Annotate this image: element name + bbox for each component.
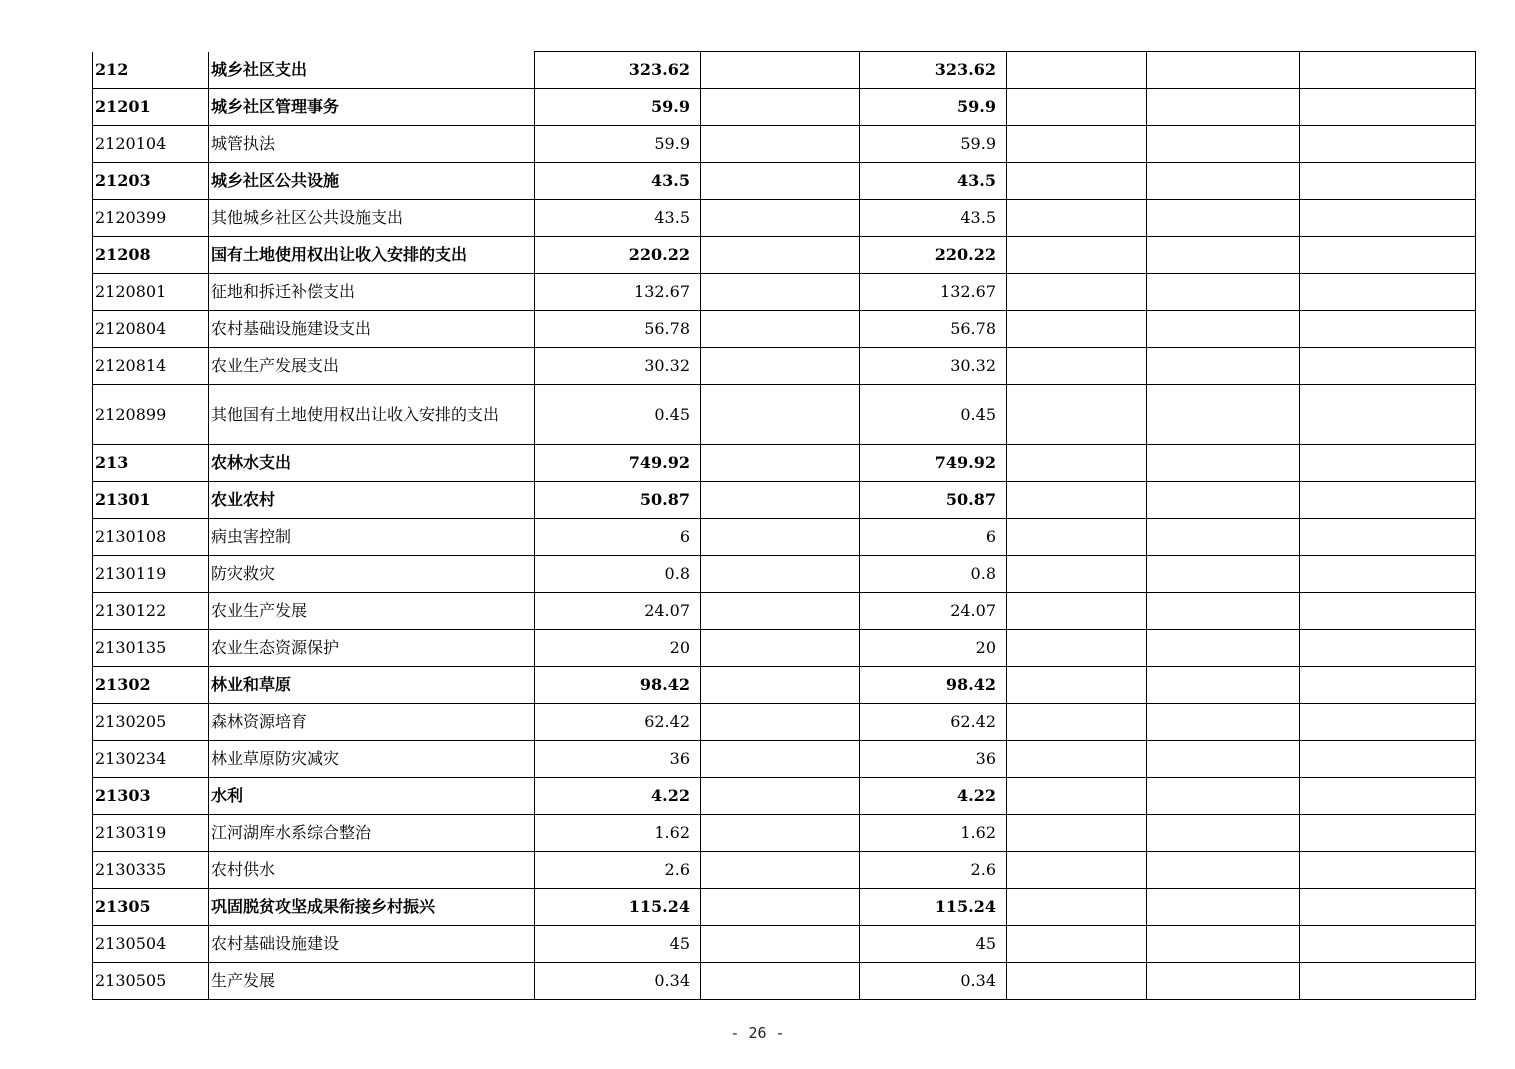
amount-cell-3: 0.45 [860, 385, 1007, 445]
table-row [93, 274, 1476, 311]
amount-cell-4 [1007, 778, 1147, 815]
amount-cell-2 [701, 741, 860, 778]
amount-cell-6 [1300, 556, 1476, 593]
total-amount-cell: 56.78 [535, 311, 701, 348]
amount-cell-6 [1300, 89, 1476, 126]
account-name-cell: 巩固脱贫攻坚成果衔接乡村振兴 [209, 889, 535, 926]
total-amount-cell: 749.92 [535, 445, 701, 482]
amount-cell-6 [1300, 237, 1476, 274]
table-row [93, 348, 1476, 385]
amount-cell-4 [1007, 667, 1147, 704]
account-name-cell: 防灾救灾 [209, 556, 535, 593]
table-row [93, 963, 1476, 1000]
account-name-cell: 城乡社区管理事务 [209, 89, 535, 126]
account-code-cell: 2130505 [93, 963, 209, 1000]
amount-cell-3: 36 [860, 741, 1007, 778]
amount-cell-6 [1300, 815, 1476, 852]
amount-cell-4 [1007, 889, 1147, 926]
amount-cell-5 [1147, 778, 1300, 815]
table-row [93, 593, 1476, 630]
account-code-cell: 2130234 [93, 741, 209, 778]
amount-cell-4 [1007, 519, 1147, 556]
amount-cell-6 [1300, 852, 1476, 889]
amount-cell-3: 4.22 [860, 778, 1007, 815]
amount-cell-3: 132.67 [860, 274, 1007, 311]
account-code-cell: 213 [93, 445, 209, 482]
amount-cell-3: 1.62 [860, 815, 1007, 852]
total-amount-cell: 36 [535, 741, 701, 778]
amount-cell-3: 323.62 [860, 52, 1007, 89]
account-code-cell: 212 [93, 52, 209, 89]
table-row [93, 126, 1476, 163]
amount-cell-4 [1007, 741, 1147, 778]
amount-cell-4 [1007, 926, 1147, 963]
account-code-cell: 2130122 [93, 593, 209, 630]
amount-cell-4 [1007, 704, 1147, 741]
total-amount-cell: 132.67 [535, 274, 701, 311]
amount-cell-2 [701, 274, 860, 311]
amount-cell-5 [1147, 852, 1300, 889]
amount-cell-2 [701, 519, 860, 556]
account-name-cell: 江河湖库水系综合整治 [209, 815, 535, 852]
account-name-cell: 城乡社区支出 [209, 52, 535, 89]
amount-cell-4 [1007, 385, 1147, 445]
account-code-cell: 2120104 [93, 126, 209, 163]
amount-cell-6 [1300, 778, 1476, 815]
amount-cell-2 [701, 815, 860, 852]
account-code-cell: 21302 [93, 667, 209, 704]
table-row [93, 52, 1476, 89]
amount-cell-4 [1007, 311, 1147, 348]
table-row [93, 630, 1476, 667]
amount-cell-5 [1147, 163, 1300, 200]
total-amount-cell: 30.32 [535, 348, 701, 385]
amount-cell-4 [1007, 963, 1147, 1000]
total-amount-cell: 4.22 [535, 778, 701, 815]
table-row [93, 852, 1476, 889]
amount-cell-2 [701, 852, 860, 889]
amount-cell-5 [1147, 445, 1300, 482]
amount-cell-2 [701, 200, 860, 237]
amount-cell-2 [701, 593, 860, 630]
amount-cell-6 [1300, 667, 1476, 704]
amount-cell-5 [1147, 667, 1300, 704]
amount-cell-5 [1147, 482, 1300, 519]
amount-cell-6 [1300, 311, 1476, 348]
amount-cell-4 [1007, 482, 1147, 519]
table-row [93, 482, 1476, 519]
amount-cell-4 [1007, 852, 1147, 889]
account-code-cell: 2130135 [93, 630, 209, 667]
table-row [93, 741, 1476, 778]
amount-cell-3: 56.78 [860, 311, 1007, 348]
amount-cell-3: 6 [860, 519, 1007, 556]
amount-cell-6 [1300, 348, 1476, 385]
account-code-cell: 21208 [93, 237, 209, 274]
account-code-cell: 2130205 [93, 704, 209, 741]
amount-cell-4 [1007, 556, 1147, 593]
table-row [93, 311, 1476, 348]
account-name-cell: 农业农村 [209, 482, 535, 519]
amount-cell-6 [1300, 963, 1476, 1000]
amount-cell-6 [1300, 274, 1476, 311]
table-row [93, 778, 1476, 815]
table-row [93, 237, 1476, 274]
account-name-cell: 农村基础设施建设 [209, 926, 535, 963]
total-amount-cell: 50.87 [535, 482, 701, 519]
amount-cell-4 [1007, 593, 1147, 630]
total-amount-cell: 59.9 [535, 126, 701, 163]
amount-cell-5 [1147, 126, 1300, 163]
account-name-cell: 农业生态资源保护 [209, 630, 535, 667]
amount-cell-4 [1007, 52, 1147, 89]
amount-cell-6 [1300, 630, 1476, 667]
amount-cell-3: 98.42 [860, 667, 1007, 704]
account-name-cell: 农林水支出 [209, 445, 535, 482]
amount-cell-5 [1147, 52, 1300, 89]
account-code-cell: 2120801 [93, 274, 209, 311]
total-amount-cell: 62.42 [535, 704, 701, 741]
amount-cell-3: 24.07 [860, 593, 1007, 630]
amount-cell-3: 45 [860, 926, 1007, 963]
amount-cell-2 [701, 163, 860, 200]
amount-cell-2 [701, 778, 860, 815]
table-row [93, 519, 1476, 556]
table-row [93, 667, 1476, 704]
account-code-cell: 2120804 [93, 311, 209, 348]
account-name-cell: 征地和拆迁补偿支出 [209, 274, 535, 311]
account-name-cell: 城管执法 [209, 126, 535, 163]
table-row [93, 926, 1476, 963]
amount-cell-4 [1007, 274, 1147, 311]
total-amount-cell: 220.22 [535, 237, 701, 274]
account-code-cell: 2130335 [93, 852, 209, 889]
account-name-cell: 农业生产发展支出 [209, 348, 535, 385]
amount-cell-3: 2.6 [860, 852, 1007, 889]
amount-cell-5 [1147, 311, 1300, 348]
amount-cell-5 [1147, 815, 1300, 852]
amount-cell-2 [701, 889, 860, 926]
account-code-cell: 2120814 [93, 348, 209, 385]
amount-cell-2 [701, 926, 860, 963]
table-row [93, 556, 1476, 593]
amount-cell-3: 0.8 [860, 556, 1007, 593]
amount-cell-6 [1300, 482, 1476, 519]
account-name-cell: 城乡社区公共设施 [209, 163, 535, 200]
total-amount-cell: 6 [535, 519, 701, 556]
total-amount-cell: 43.5 [535, 163, 701, 200]
account-code-cell: 2130119 [93, 556, 209, 593]
account-name-cell: 林业草原防灾减灾 [209, 741, 535, 778]
amount-cell-6 [1300, 200, 1476, 237]
account-code-cell: 21301 [93, 482, 209, 519]
account-name-cell: 农业生产发展 [209, 593, 535, 630]
account-name-cell: 农村基础设施建设支出 [209, 311, 535, 348]
amount-cell-6 [1300, 704, 1476, 741]
amount-cell-3: 59.9 [860, 126, 1007, 163]
account-code-cell: 21305 [93, 889, 209, 926]
account-name-cell: 其他国有土地使用权出让收入安排的支出 [209, 385, 535, 445]
total-amount-cell: 43.5 [535, 200, 701, 237]
amount-cell-6 [1300, 889, 1476, 926]
amount-cell-6 [1300, 519, 1476, 556]
amount-cell-2 [701, 52, 860, 89]
amount-cell-5 [1147, 593, 1300, 630]
amount-cell-3: 20 [860, 630, 1007, 667]
table-row [93, 163, 1476, 200]
account-name-cell: 林业和草原 [209, 667, 535, 704]
budget-table [92, 51, 1476, 1000]
amount-cell-4 [1007, 237, 1147, 274]
total-amount-cell: 20 [535, 630, 701, 667]
account-name-cell: 其他城乡社区公共设施支出 [209, 200, 535, 237]
amount-cell-5 [1147, 704, 1300, 741]
amount-cell-6 [1300, 385, 1476, 445]
amount-cell-4 [1007, 89, 1147, 126]
amount-cell-6 [1300, 126, 1476, 163]
amount-cell-5 [1147, 348, 1300, 385]
account-code-cell: 21303 [93, 778, 209, 815]
amount-cell-5 [1147, 200, 1300, 237]
amount-cell-5 [1147, 274, 1300, 311]
total-amount-cell: 24.07 [535, 593, 701, 630]
amount-cell-5 [1147, 963, 1300, 1000]
table-row [93, 815, 1476, 852]
amount-cell-3: 220.22 [860, 237, 1007, 274]
amount-cell-2 [701, 311, 860, 348]
amount-cell-5 [1147, 519, 1300, 556]
table-row [93, 385, 1476, 445]
amount-cell-2 [701, 963, 860, 1000]
total-amount-cell: 2.6 [535, 852, 701, 889]
total-amount-cell: 115.24 [535, 889, 701, 926]
amount-cell-2 [701, 89, 860, 126]
total-amount-cell: 98.42 [535, 667, 701, 704]
amount-cell-4 [1007, 445, 1147, 482]
amount-cell-5 [1147, 89, 1300, 126]
account-code-cell: 2120899 [93, 385, 209, 445]
amount-cell-2 [701, 630, 860, 667]
amount-cell-5 [1147, 237, 1300, 274]
total-amount-cell: 0.8 [535, 556, 701, 593]
amount-cell-6 [1300, 926, 1476, 963]
table-row [93, 89, 1476, 126]
account-code-cell: 2130504 [93, 926, 209, 963]
amount-cell-2 [701, 704, 860, 741]
account-name-cell: 病虫害控制 [209, 519, 535, 556]
amount-cell-5 [1147, 385, 1300, 445]
amount-cell-3: 115.24 [860, 889, 1007, 926]
amount-cell-3: 43.5 [860, 163, 1007, 200]
table-body [93, 52, 1476, 1000]
amount-cell-3: 0.34 [860, 963, 1007, 1000]
amount-cell-4 [1007, 630, 1147, 667]
page-number: - 26 - [730, 1024, 785, 1042]
table-row [93, 200, 1476, 237]
amount-cell-5 [1147, 556, 1300, 593]
amount-cell-2 [701, 556, 860, 593]
table-row [93, 889, 1476, 926]
account-name-cell: 国有土地使用权出让收入安排的支出 [209, 237, 535, 274]
table-row [93, 704, 1476, 741]
amount-cell-2 [701, 126, 860, 163]
amount-cell-3: 50.87 [860, 482, 1007, 519]
amount-cell-4 [1007, 348, 1147, 385]
amount-cell-5 [1147, 926, 1300, 963]
amount-cell-4 [1007, 126, 1147, 163]
total-amount-cell: 59.9 [535, 89, 701, 126]
amount-cell-6 [1300, 593, 1476, 630]
account-code-cell: 2130108 [93, 519, 209, 556]
amount-cell-2 [701, 445, 860, 482]
amount-cell-4 [1007, 815, 1147, 852]
amount-cell-6 [1300, 163, 1476, 200]
amount-cell-2 [701, 348, 860, 385]
account-name-cell: 生产发展 [209, 963, 535, 1000]
amount-cell-3: 62.42 [860, 704, 1007, 741]
amount-cell-6 [1300, 52, 1476, 89]
amount-cell-4 [1007, 200, 1147, 237]
amount-cell-3: 43.5 [860, 200, 1007, 237]
amount-cell-2 [701, 667, 860, 704]
amount-cell-5 [1147, 741, 1300, 778]
amount-cell-4 [1007, 163, 1147, 200]
total-amount-cell: 1.62 [535, 815, 701, 852]
total-amount-cell: 323.62 [535, 52, 701, 89]
amount-cell-3: 749.92 [860, 445, 1007, 482]
amount-cell-2 [701, 385, 860, 445]
account-name-cell: 森林资源培育 [209, 704, 535, 741]
amount-cell-2 [701, 237, 860, 274]
total-amount-cell: 0.45 [535, 385, 701, 445]
amount-cell-6 [1300, 445, 1476, 482]
amount-cell-3: 59.9 [860, 89, 1007, 126]
amount-cell-6 [1300, 741, 1476, 778]
total-amount-cell: 0.34 [535, 963, 701, 1000]
amount-cell-2 [701, 482, 860, 519]
table-row [93, 445, 1476, 482]
amount-cell-3: 30.32 [860, 348, 1007, 385]
amount-cell-5 [1147, 889, 1300, 926]
account-name-cell: 水利 [209, 778, 535, 815]
total-amount-cell: 45 [535, 926, 701, 963]
amount-cell-5 [1147, 630, 1300, 667]
account-code-cell: 2130319 [93, 815, 209, 852]
account-code-cell: 21201 [93, 89, 209, 126]
account-code-cell: 21203 [93, 163, 209, 200]
account-name-cell: 农村供水 [209, 852, 535, 889]
account-code-cell: 2120399 [93, 200, 209, 237]
